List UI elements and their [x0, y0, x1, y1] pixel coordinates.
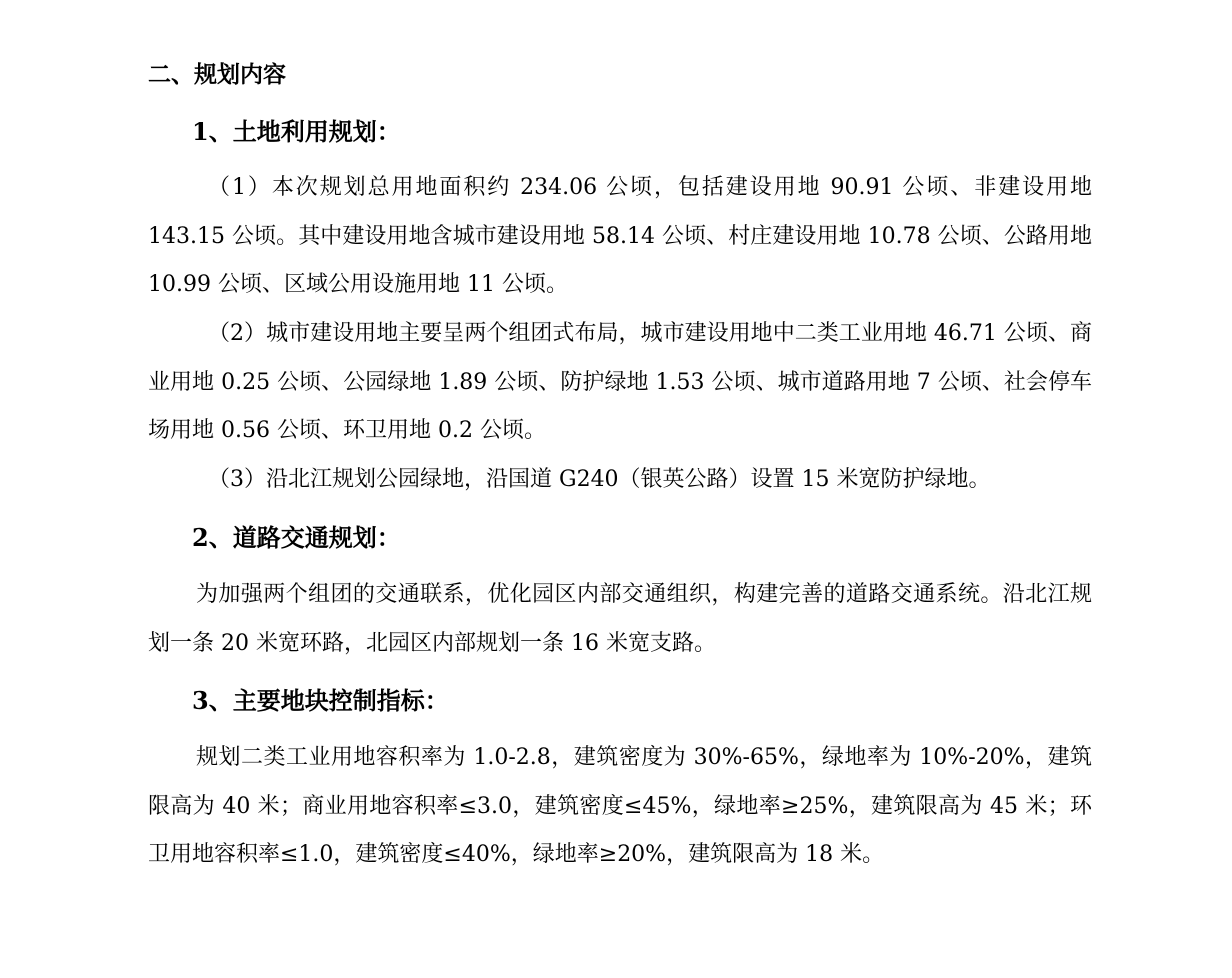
land-use-title: 1、土地利用规划： [192, 117, 401, 146]
plot-control-title: 3、主要地块控制指标： [192, 686, 449, 715]
road-traffic-paragraph: 为加强两个组团的交通联系，优化园区内部交通组织，构建完善的道路交通系统。沿北江规划一条 20 米宽环路，北园区内部规划一条 16 米宽支路。 [148, 582, 1092, 656]
plot-control-paragraph: 规划二类工业用地容积率为 1.0-2.8，建筑密度为 30%-65%，绿地率为 10%-20%，建筑限高为 40 米；商业用地容积率≤3.0，建筑密度≤45%，绿地率≥25%，建筑限高为 45 米；环卫用地容积率≤1.0，建筑密度≤40%，绿地率≥20%，建筑限高为 18 米。 [148, 745, 1092, 867]
road-traffic-title: 2、道路交通规划： [192, 523, 401, 552]
land-use-paragraph-3: （3）沿北江规划公园绿地，沿国道 G240（银英公路）设置 15 米宽防护绿地。 [208, 467, 991, 492]
land-use-paragraph-1: （1）本次规划总用地面积约 234.06 公顷，包括建设用地 90.91 公顷、非建设用地 143.15 公顷。其中建设用地含城市建设用地 58.14 公顷、村庄建设用地 10.78 公顷、公路用地 10.99 公顷、区域公用设施用地 11 公顷。 [148, 175, 1092, 297]
section-title: 二、规划内容 [148, 61, 286, 88]
land-use-paragraph-2: （2）城市建设用地主要呈两个组团式布局，城市建设用地中二类工业用地 46.71 公顷、商业用地 0.25 公顷、公园绿地 1.89 公顷、防护绿地 1.53 公顷、城市道路用地 7 公顷、社会停车场用地 0.56 公顷、环卫用地 0.2 公顷。 [148, 321, 1092, 443]
